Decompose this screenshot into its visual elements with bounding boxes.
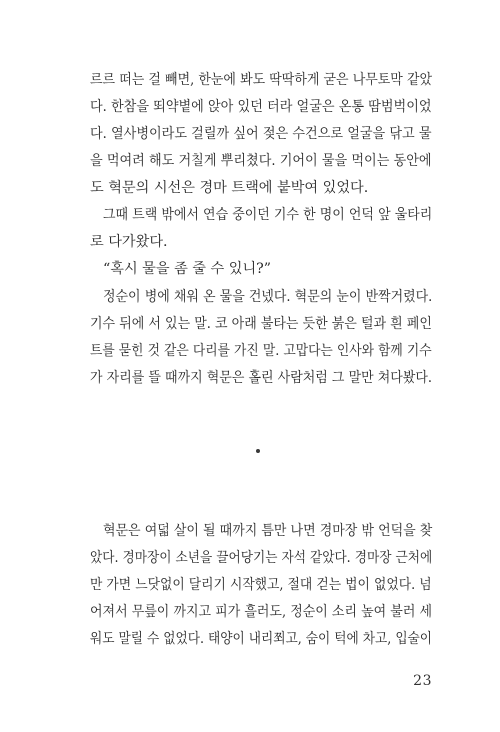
text-line-content: 그때 트랙 밖에서 연습 중이던 기수 한 명이 언덕 앞 울타리 xyxy=(103,207,433,223)
text-line-content: 트를 묻힌 것 같은 다리를 가진 말. 고맙다는 인사와 함께 기수 xyxy=(90,343,432,359)
text-line-content: 워도 말릴 수 없었다. 태양이 내리쬐고, 숨이 턱에 차고, 입술이 xyxy=(90,631,433,647)
text-line xyxy=(0,148,500,174)
text-line-content: 가 자리를 뜰 때까지 혁문은 홀린 사람처럼 그 말만 쳐다봤다. xyxy=(90,370,433,386)
text-line-content: 았다. 경마장이 소년을 끌어당기는 자석 같았다. 경마장 근처에 xyxy=(90,550,433,566)
text-line xyxy=(0,599,500,625)
text-line-content: 르르 떠는 걸 빼면, 한눈에 봐도 딱딱하게 굳은 나무토막 같았 xyxy=(90,72,433,88)
text-line xyxy=(0,94,500,120)
text-line xyxy=(0,545,500,571)
text-line xyxy=(0,572,500,598)
dialogue-line xyxy=(0,256,500,282)
text-line xyxy=(0,229,500,255)
text-line-content: 다. 한참을 뙤약볕에 앉아 있던 터라 얼굴은 온통 땀범벅이었 xyxy=(90,99,432,115)
text-line xyxy=(0,338,500,364)
text-line-content: 로 다가왔다. xyxy=(90,234,168,250)
text-line xyxy=(0,518,500,544)
text-line-content: 을 먹여려 해도 거칠게 뿌리쳤다. 기어이 물을 먹이는 동안에 xyxy=(90,153,432,169)
page-number: 23 xyxy=(413,673,432,689)
text-line-content: 만 가면 느닷없이 달리기 시작했고, 절대 걷는 법이 없었다. 넘 xyxy=(90,577,432,593)
text-line-content: 기수 뒤에 서 있는 말. 코 아래 불타는 듯한 붉은 털과 흰 페인 xyxy=(90,316,432,332)
text-line xyxy=(0,626,500,652)
section-divider-dot xyxy=(256,449,260,453)
text-line-content: 정순이 병에 채워 온 물을 건넸다. 혁문의 눈이 반짝거렸다. xyxy=(103,289,433,305)
text-line xyxy=(0,67,500,93)
text-line xyxy=(0,311,500,337)
text-line xyxy=(0,202,500,228)
text-line xyxy=(0,121,500,147)
text-line-content: 어져서 무릎이 까지고 피가 흘러도, 정순이 소리 높여 불러 세 xyxy=(90,604,433,620)
text-line-content: 다. 열사병이라도 걸릴까 싶어 젖은 수건으로 얼굴을 닦고 물 xyxy=(90,126,432,142)
text-line-content: 도 혁문의 시선은 경마 트랙에 붙박여 있었다. xyxy=(90,180,369,196)
text-line-content: 혁문은 여덟 살이 될 때까지 틈만 나면 경마장 밖 언덕을 찾 xyxy=(103,523,433,539)
text-line xyxy=(0,365,500,391)
text-line xyxy=(0,284,500,310)
text-line xyxy=(0,175,500,201)
text-line-content: “혹시 물을 좀 줄 수 있니?” xyxy=(103,261,272,277)
